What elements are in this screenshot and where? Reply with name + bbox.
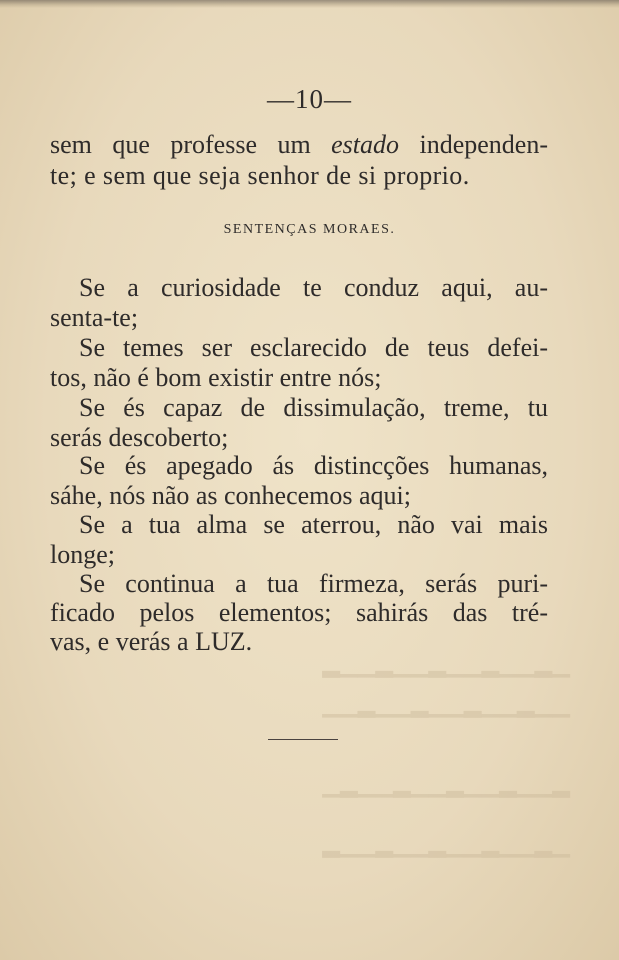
sentence-line: Se és capaz de dissimulação, treme, tu xyxy=(79,393,548,422)
emphasized-word: estado xyxy=(331,130,400,159)
sentence-line: Se continua a tua firmeza, serás puri- xyxy=(79,569,548,598)
sentence-line: vas, e verás a LUZ. xyxy=(50,627,253,656)
sentence-line: Se temes ser esclarecido de teus defei- xyxy=(79,333,548,362)
sentence-line: Se a curiosidade te conduz aqui, au- xyxy=(79,273,548,302)
separator-rule xyxy=(268,739,338,740)
show-through-texture: ▁▂▁▁▂▁▁▂▁▁▂▁▁▂ xyxy=(322,832,570,857)
show-through-texture: ▁▂▁▁▂▁▁▂▁▁▂▁▁▂ xyxy=(322,652,570,677)
sentence-line: Se a tua alma se aterrou, não vai mais xyxy=(79,510,548,539)
sentence-line: senta-te; xyxy=(50,303,139,332)
section-heading: SENTENÇAS MORAES. xyxy=(223,222,396,237)
show-through-texture: ▂▁▁▂▁▁▂▁▁▂▁▁▂▁ xyxy=(322,772,570,797)
text-run: sem que professe um xyxy=(50,130,332,159)
show-through-texture: ▁▁▂▁▁▂▁▁▂▁▁▂▁▁ xyxy=(322,692,570,717)
text-run: independen- xyxy=(399,130,548,159)
sentence-line: serás descoberto; xyxy=(50,423,229,452)
paragraph-line xyxy=(50,130,548,160)
page-top-edge xyxy=(0,0,619,8)
page-number: —10— xyxy=(267,84,352,114)
paragraph-line: te; e sem que seja senhor de si proprio. xyxy=(50,161,470,190)
sentence-line: sáhe, nós não as conhecemos aqui; xyxy=(50,481,412,510)
sentence-line: longe; xyxy=(50,540,115,569)
sentence-line: Se és apegado ás distincções humanas, xyxy=(79,451,548,480)
sentence-line: tos, não é bom existir entre nós; xyxy=(50,363,382,392)
sentence-line: ficado pelos elementos; sahirás das tré- xyxy=(50,598,548,627)
